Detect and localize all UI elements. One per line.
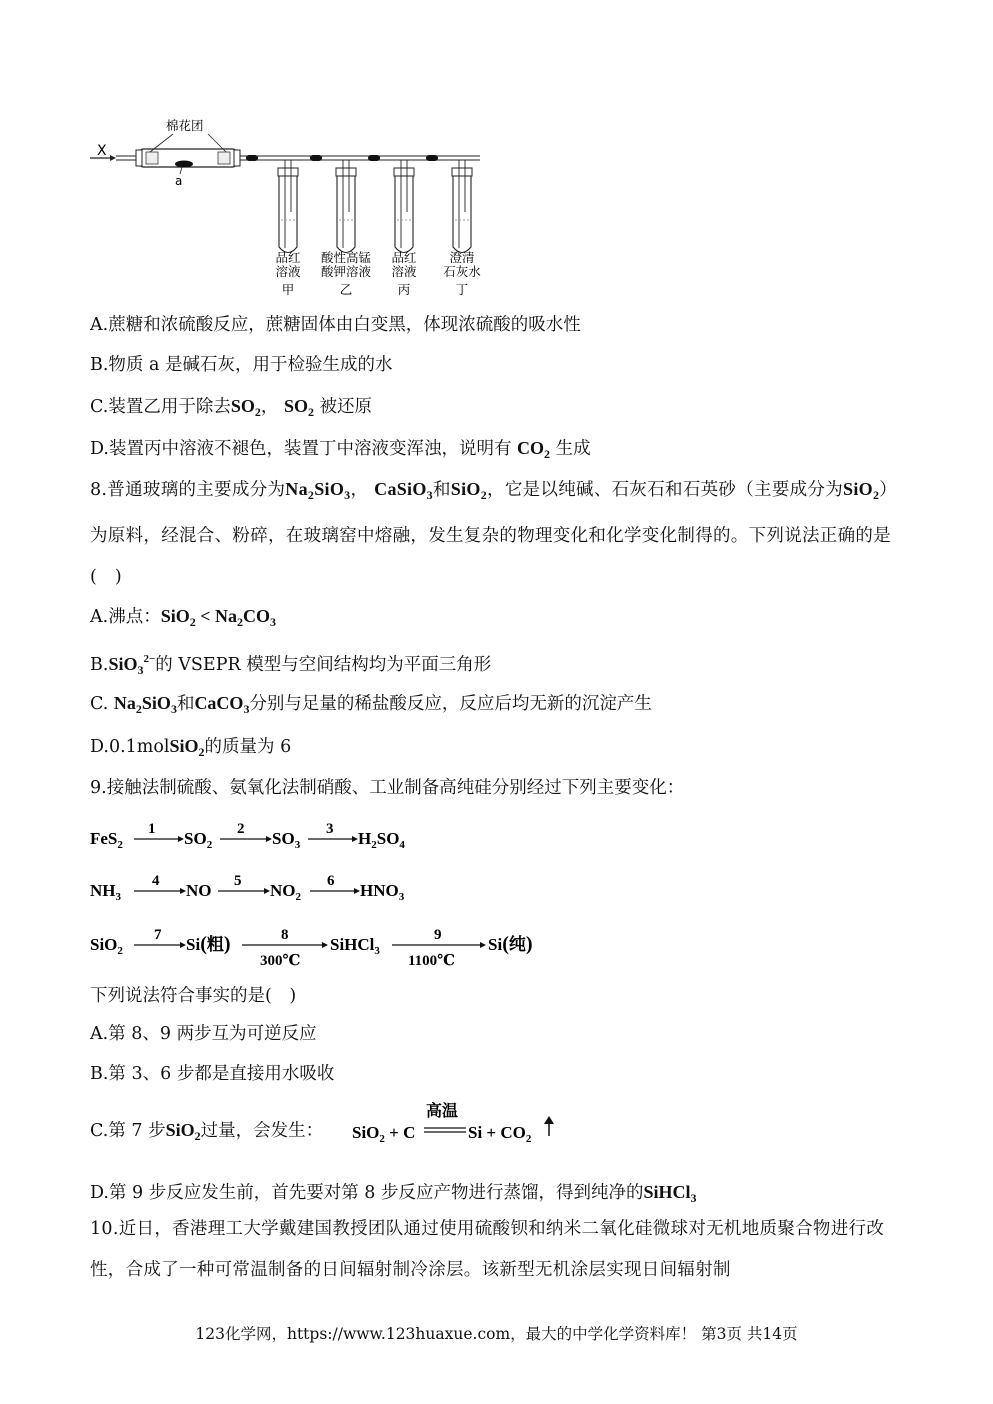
page-footer: 123化学网，https://www.123huaxue.com，最大的中学化学资料库！ 第3页 共14页 xyxy=(195,1325,798,1343)
gas-x-label: X xyxy=(97,143,107,159)
q9-option-d xyxy=(90,1180,697,1210)
svg-text:Si + CO2: $Si + CO_2$ xyxy=(468,1123,532,1145)
tube-jia-name: 甲 xyxy=(281,282,295,297)
q7-option-c-post: 被还原 xyxy=(319,397,373,417)
formula-so2: $SO_2$ xyxy=(230,396,261,419)
cotton-plug-left xyxy=(146,152,158,164)
svg-text:3: 3 xyxy=(326,821,334,837)
q9-option-a: A.第 8、9 两步互为可逆反应 xyxy=(90,1024,317,1044)
svg-text:NH3: $NH_3$ xyxy=(90,881,121,903)
formula-caco3: CaCO$_3$ xyxy=(194,693,250,716)
svg-text:H2SO4: $H_2SO_4$ xyxy=(358,829,405,851)
q8-stem-a: 8.普通玻璃的主要成分为 xyxy=(90,480,286,500)
q9-option-d-pre: D.第 9 步反应发生前，首先要对第 8 步反应产物进行蒸馏，得到纯净的 xyxy=(90,1183,644,1203)
svg-text:300℃: 300℃ xyxy=(260,953,301,969)
svg-text:HNO3: $HNO_3$ xyxy=(360,881,405,903)
q7-option-d-post: 生成 xyxy=(555,439,591,459)
svg-text:SO2: $SO_2$ xyxy=(184,829,213,851)
svg-text:9: 9 xyxy=(434,927,442,943)
svg-text:6: 6 xyxy=(327,873,335,889)
q8-option-a-pre: A.沸点： xyxy=(90,607,161,627)
svg-text:5: 5 xyxy=(234,873,242,889)
formula-sio2: SiO$_2$ xyxy=(843,479,880,502)
svg-text:NO2: $NO_2$ xyxy=(270,881,301,903)
test-tube-yi xyxy=(336,160,356,253)
svg-text:SiO2 + C: SiO$_2$ + C xyxy=(352,1123,416,1145)
q7-option-c xyxy=(90,394,372,424)
q8-option-c-mid: 和 xyxy=(176,694,195,714)
svg-text:SiO2: SiO$_2$ xyxy=(90,935,123,957)
q8-option-c-post: 分别与足量的稀盐酸反应，反应后均无新的沉淀产生 xyxy=(249,694,652,714)
formula-so2: $SO_2$ xyxy=(283,396,314,419)
substance-a-label: a xyxy=(175,174,183,188)
q9-stem: 9.接触法制硫酸、氨氧化法制硝酸、工业制备高纯硅分别经过下列主要变化： xyxy=(90,778,685,798)
q8-option-b-pre: B. xyxy=(90,655,109,675)
equation-nitric-acid xyxy=(90,868,430,908)
q8-option-d xyxy=(90,734,291,764)
tube-jia-line2: 溶液 xyxy=(275,264,301,279)
apparatus-figure xyxy=(88,112,498,304)
q8-stem-b: ， xyxy=(350,480,369,500)
q8-option-c-pre: C. xyxy=(90,694,109,714)
test-tube-bing xyxy=(394,160,414,253)
cotton-label: 棉花团 xyxy=(166,118,204,133)
formula-co2: $CO_2$ xyxy=(517,438,551,461)
q8-stem-e: ）为原料，经混合、粉碎，在玻璃窑中熔融，发生复杂的物理变化和化学变化制得的。下列说法正确的是( ) xyxy=(90,480,898,587)
tube-ding-line2: 石灰水 xyxy=(443,264,481,279)
test-tube-jia xyxy=(278,160,298,253)
svg-text:1: 1 xyxy=(148,821,156,837)
q9-option-c xyxy=(90,1118,323,1148)
q8-stem-c: 和 xyxy=(432,480,451,500)
formula-na2sio3: $Na_2SiO_3$ xyxy=(113,693,177,716)
q9-option-c-pre: C.第 7 步 xyxy=(90,1121,166,1141)
equation-sulfuric-acid xyxy=(90,816,430,856)
tube-yi-line1: 酸性高锰 xyxy=(320,250,372,265)
formula-sio3-ion: SiO$_3^{2-}$ xyxy=(108,653,156,677)
svg-text:FeS2: FeS$_2$ xyxy=(90,829,123,851)
tube-yi-line2: 酸钾溶液 xyxy=(320,264,372,279)
q10-stem: 10.近日，香港理工大学戴建国教授团队通过使用硫酸钡和纳米二氧化硅微球对无机地质聚合物进行改性，合成了一种可常温制备的日间辐射制冷涂层。该新型无机涂层实现日间辐射制 xyxy=(90,1219,885,1280)
tube-ding-name: 丁 xyxy=(455,282,469,297)
svg-text:1100℃: 1100℃ xyxy=(408,953,456,969)
tube-bing-line2: 溶液 xyxy=(391,264,417,279)
svg-text:7: 7 xyxy=(154,927,162,943)
svg-text:2: 2 xyxy=(237,821,245,837)
svg-text:SO3: $SO_3$ xyxy=(272,829,301,851)
q8-option-a xyxy=(90,604,276,634)
svg-text:SiHCl3: SiHCl$_3$ xyxy=(330,935,380,957)
svg-text:高温: 高温 xyxy=(426,1103,459,1120)
q7-option-d xyxy=(90,436,591,466)
q8-stem xyxy=(90,469,905,598)
formula-sio2: SiO$_2$ xyxy=(165,1120,201,1143)
tube-jia-line1: 品红 xyxy=(275,250,301,265)
q9-option-c-mid: 过量，会发生： xyxy=(200,1121,324,1141)
tube-bing-name: 丙 xyxy=(397,282,411,297)
q8-option-b xyxy=(90,647,491,682)
svg-text:Si(纯): Si(纯) xyxy=(488,933,533,955)
q8-stem-d: ，它是以纯碱、石灰石和石英砂（主要成分为 xyxy=(487,480,844,500)
formula-sio2: SiO$_2$ xyxy=(169,736,205,759)
q7-option-a: A.蔗糖和浓硫酸反应，蔗糖固体由白变黑，体现浓硫酸的吸水性 xyxy=(90,315,581,335)
q8-option-d-pre: D.0.1mol xyxy=(90,737,170,757)
svg-text:Si(粗): Si(粗) xyxy=(186,933,231,955)
q7-option-c-pre: C.装置乙用于除去 xyxy=(90,397,231,417)
q7-option-d-pre: D.装置丙中溶液不褪色，装置丁中溶液变浑浊，说明有 xyxy=(90,439,512,459)
q8-option-b-post: 的 VSEPR 模型与空间结构均为平面三角形 xyxy=(155,655,492,675)
tube-bing-line1: 品红 xyxy=(391,250,417,265)
q9-option-b: B.第 3、6 步都是直接用水吸收 xyxy=(90,1064,335,1084)
q8-option-d-post: 的质量为 6 xyxy=(204,737,292,757)
cotton-plug-right xyxy=(218,152,230,164)
formula-na2sio3: $Na_2SiO_3$ xyxy=(285,479,351,502)
svg-text:8: 8 xyxy=(281,927,289,943)
q8-option-c xyxy=(90,691,652,721)
q7-option-b: B.物质 a 是碱石灰，用于检验生成的水 xyxy=(90,355,393,375)
equation-sio2-carbon xyxy=(352,1098,562,1146)
test-tube-ding xyxy=(452,160,472,253)
substance-a xyxy=(175,161,193,168)
q7-option-c-mid: ， xyxy=(260,397,279,417)
q9-ask: 下列说法符合事实的是( ) xyxy=(90,986,297,1006)
svg-text:NO: NO xyxy=(186,881,212,900)
formula-sihcl3: SiHCl$_3$ xyxy=(643,1182,697,1205)
tube-ding-line1: 澄清 xyxy=(449,250,475,265)
formula-boiling-compare: $SiO_2 < Na_2CO_3$ xyxy=(160,606,276,629)
formula-casio3: CaSiO$_3$ xyxy=(374,479,433,502)
formula-sio2: SiO$_2$ xyxy=(450,479,488,502)
svg-text:4: 4 xyxy=(152,873,160,889)
tube-yi-name: 乙 xyxy=(339,282,353,297)
equation-silicon xyxy=(90,920,560,972)
